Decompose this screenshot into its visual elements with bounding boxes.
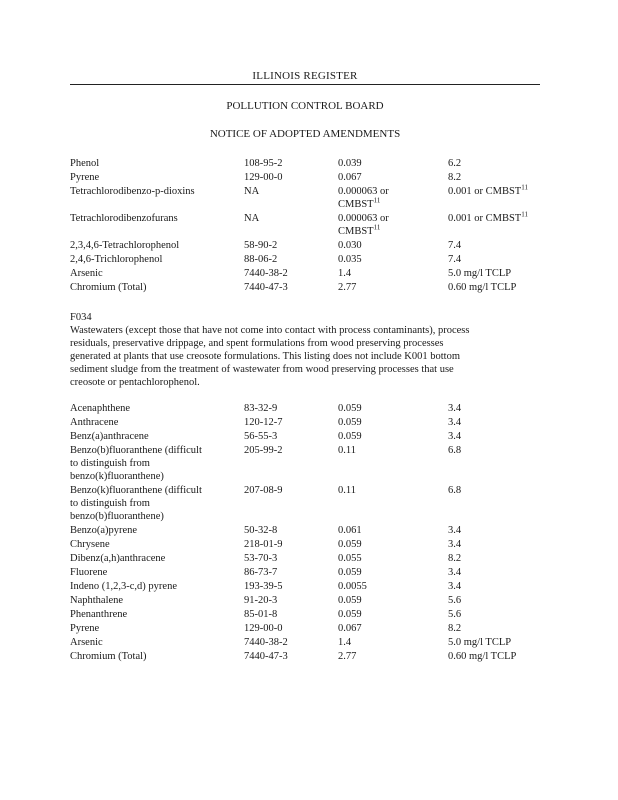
description-line: generated at plants that use creosote formulations. This listing does not include K001 bottom <box>70 351 460 362</box>
nonwastewater-standard-line: 8.2 <box>448 623 462 634</box>
nonwastewater-standard <box>448 524 558 537</box>
cas-number: 56-55-3 <box>244 431 278 442</box>
nonwastewater-standard-line: 3.4 <box>448 431 462 442</box>
wastewater-standard <box>338 239 448 252</box>
nonwastewater-standard-line: 6.8 <box>448 445 462 456</box>
constituent-table-1 <box>70 157 550 295</box>
wastewater-standard-line: 0.055 <box>338 553 362 564</box>
wastewater-standard-line: 0.059 <box>338 431 362 442</box>
constituent-name-line: Benzo(b)fluoranthene (difficult <box>70 445 202 456</box>
table-row <box>70 416 550 430</box>
constituent-name <box>70 650 235 663</box>
wastewater-standard-line: CMBST$^{11}$ <box>338 196 381 210</box>
nonwastewater-standard <box>448 538 558 551</box>
footnote-ref: 11 <box>521 183 528 192</box>
nonwastewater-standard-line: 7.4 <box>448 240 462 251</box>
constituent-name-line: Anthracene <box>70 417 119 428</box>
wastewater-standard-line: 0.067 <box>338 172 362 183</box>
nonwastewater-standard <box>448 622 558 635</box>
nonwastewater-standard <box>448 402 558 415</box>
nonwastewater-standard <box>448 281 558 294</box>
constituent-name <box>70 636 235 649</box>
cas-number: 193-39-5 <box>244 581 283 592</box>
cas-number: 7440-47-3 <box>244 651 288 662</box>
nonwastewater-standard <box>448 594 558 607</box>
constituent-name-line: Naphthalene <box>70 595 124 606</box>
wastewater-standard <box>338 267 448 280</box>
waste-code: F034 <box>70 312 92 323</box>
table-row <box>70 185 550 212</box>
table-row <box>70 430 550 444</box>
nonwastewater-standard <box>448 253 558 266</box>
table-row <box>70 212 550 239</box>
cas-number: 207-08-9 <box>244 485 283 496</box>
nonwastewater-standard-line: 3.4 <box>448 539 462 550</box>
cas-number: 50-32-8 <box>244 525 278 536</box>
constituent-name-line: 2,4,6-Trichlorophenol <box>70 254 163 265</box>
constituent-name-line: Phenol <box>70 158 100 169</box>
wastewater-standard <box>338 608 448 621</box>
wastewater-standard-line: 0.059 <box>338 595 362 606</box>
constituent-name-line: Acenaphthene <box>70 403 131 414</box>
description-line: Wastewaters (except those that have not come into contact with process contaminants), process <box>70 325 470 336</box>
wastewater-standard <box>338 430 448 443</box>
footnote-ref: 11 <box>521 210 528 219</box>
wastewater-standard <box>338 552 448 565</box>
wastewater-standard <box>338 444 448 457</box>
constituent-name <box>70 239 235 252</box>
constituent-name-line: Benzo(a)pyrene <box>70 525 138 536</box>
constituent-name <box>70 566 235 579</box>
cas-number: 108-95-2 <box>244 158 283 169</box>
constituent-name <box>70 484 235 523</box>
nonwastewater-standard-line: 7.4 <box>448 254 462 265</box>
nonwastewater-standard-line: 3.4 <box>448 525 462 536</box>
wastewater-standard-line: 0.067 <box>338 623 362 634</box>
table-row <box>70 622 550 636</box>
wastewater-standard-line: 1.4 <box>338 637 352 648</box>
wastewater-standard <box>338 566 448 579</box>
constituent-name-line: Arsenic <box>70 268 103 279</box>
constituent-name <box>70 594 235 607</box>
constituent-name-line: Chromium (Total) <box>70 282 147 293</box>
constituent-name <box>70 253 235 266</box>
nonwastewater-standard <box>448 212 558 225</box>
nonwastewater-standard-line: 0.001 or CMBST$^{11}$ <box>448 210 528 224</box>
wastewater-standard <box>338 594 448 607</box>
table-row <box>70 267 550 281</box>
table-row <box>70 484 550 524</box>
cas-number: 91-20-3 <box>244 595 278 606</box>
nonwastewater-standard-line: 5.6 <box>448 609 462 620</box>
nonwastewater-standard <box>448 157 558 170</box>
constituent-name <box>70 524 235 537</box>
nonwastewater-standard <box>448 636 558 649</box>
table-row <box>70 253 550 267</box>
cas-number: 218-01-9 <box>244 539 283 550</box>
cas-number: NA <box>244 213 260 224</box>
table-row <box>70 239 550 253</box>
wastewater-standard-line: 0.061 <box>338 525 362 536</box>
constituent-name-line: Pyrene <box>70 172 100 183</box>
nonwastewater-standard <box>448 239 558 252</box>
wastewater-standard-line: 0.000063 or <box>338 186 389 197</box>
constituent-name <box>70 580 235 593</box>
constituent-name-line: Benz(a)anthracene <box>70 431 149 442</box>
constituent-name-line: Indeno (1,2,3-c,d) pyrene <box>70 581 177 592</box>
constituent-name <box>70 538 235 551</box>
cas-number: 53-70-3 <box>244 553 278 564</box>
constituent-table-2 <box>70 402 550 664</box>
wastewater-standard-line: 2.77 <box>338 651 357 662</box>
constituent-name <box>70 608 235 621</box>
wastewater-standard-line: 2.77 <box>338 282 357 293</box>
wastewater-standard <box>338 484 448 497</box>
wastewater-standard-line: 0.059 <box>338 403 362 414</box>
nonwastewater-standard-line: 5.6 <box>448 595 462 606</box>
nonwastewater-standard-line: 3.4 <box>448 403 462 414</box>
nonwastewater-standard <box>448 484 558 497</box>
constituent-name <box>70 552 235 565</box>
constituent-name-line: Chrysene <box>70 539 110 550</box>
wastewater-standard-line: 1.4 <box>338 268 352 279</box>
constituent-name-line: Dibenz(a,h)anthracene <box>70 553 166 564</box>
nonwastewater-standard <box>448 608 558 621</box>
cas-number: 58-90-2 <box>244 240 278 251</box>
board-title: POLLUTION CONTROL BOARD <box>226 100 384 112</box>
nonwastewater-standard-line: 8.2 <box>448 553 462 564</box>
constituent-name-line: Tetrachlorodibenzo-p-dioxins <box>70 186 195 197</box>
wastewater-standard-line: 0.0055 <box>338 581 367 592</box>
nonwastewater-standard-line: 3.4 <box>448 417 462 428</box>
wastewater-standard-line: 0.030 <box>338 240 362 251</box>
constituent-name <box>70 430 235 443</box>
description-line: residuals, preservative drippage, and spent formulations from wood preserving processes <box>70 338 444 349</box>
constituent-name <box>70 171 235 184</box>
constituent-name-line: Fluorene <box>70 567 108 578</box>
wastewater-standard-line: 0.059 <box>338 609 362 620</box>
wastewater-standard-line: 0.039 <box>338 158 362 169</box>
table-row <box>70 538 550 552</box>
cas-number: 88-06-2 <box>244 254 278 265</box>
constituent-name <box>70 157 235 170</box>
register-title: ILLINOIS REGISTER <box>252 70 358 82</box>
cas-number: 205-99-2 <box>244 445 283 456</box>
cas-number: 85-01-8 <box>244 609 278 620</box>
table-row <box>70 552 550 566</box>
constituent-name-line: Pyrene <box>70 623 100 634</box>
constituent-name <box>70 281 235 294</box>
nonwastewater-standard-line: 0.001 or CMBST$^{11}$ <box>448 183 528 197</box>
constituent-name-line: Tetrachlorodibenzofurans <box>70 213 178 224</box>
wastewater-standard <box>338 253 448 266</box>
nonwastewater-standard-line: 8.2 <box>448 172 462 183</box>
table-row <box>70 594 550 608</box>
table-row <box>70 281 550 295</box>
constituent-name <box>70 444 235 483</box>
waste-description <box>70 324 550 389</box>
table-row <box>70 402 550 416</box>
notice-title: NOTICE OF ADOPTED AMENDMENTS <box>209 128 401 140</box>
nonwastewater-standard <box>448 267 558 280</box>
constituent-name-line: Chromium (Total) <box>70 651 147 662</box>
constituent-name-line: Arsenic <box>70 637 103 648</box>
wastewater-standard <box>338 157 448 170</box>
constituent-name <box>70 267 235 280</box>
wastewater-standard <box>338 416 448 429</box>
wastewater-standard <box>338 580 448 593</box>
wastewater-standard <box>338 524 448 537</box>
wastewater-standard <box>338 281 448 294</box>
cas-number: 120-12-7 <box>244 417 283 428</box>
nonwastewater-standard <box>448 185 558 198</box>
nonwastewater-standard-line: 3.4 <box>448 567 462 578</box>
wastewater-standard-line: 0.059 <box>338 539 362 550</box>
wastewater-standard-line: 0.059 <box>338 567 362 578</box>
constituent-name-line: 2,3,4,6-Tetrachlorophenol <box>70 240 180 251</box>
table-row <box>70 171 550 185</box>
wastewater-standard <box>338 402 448 415</box>
nonwastewater-standard-line: 0.60 mg/l TCLP <box>448 282 517 293</box>
wastewater-standard-line: 0.059 <box>338 417 362 428</box>
table-row <box>70 650 550 664</box>
table-row <box>70 566 550 580</box>
nonwastewater-standard-line: 0.60 mg/l TCLP <box>448 651 517 662</box>
nonwastewater-standard-line: 5.0 mg/l TCLP <box>448 268 512 279</box>
table-row <box>70 524 550 538</box>
wastewater-standard <box>338 212 448 238</box>
wastewater-standard <box>338 538 448 551</box>
constituent-name <box>70 402 235 415</box>
footnote-ref: 11 <box>373 223 381 232</box>
cas-number: 7440-47-3 <box>244 282 288 293</box>
constituent-name <box>70 212 235 225</box>
cas-number: 7440-38-2 <box>244 268 288 279</box>
description-line: sediment sludge from the treatment of wastewater from wood preserving processes that use <box>70 364 454 375</box>
footnote-ref: 11 <box>373 196 381 205</box>
wastewater-standard-line: 0.11 <box>338 445 356 456</box>
constituent-name <box>70 416 235 429</box>
constituent-name-line: benzo(k)fluoranthene) <box>70 471 164 482</box>
nonwastewater-standard <box>448 171 558 184</box>
constituent-name-line: to distinguish from <box>70 458 150 469</box>
table-row <box>70 608 550 622</box>
cas-number: 7440-38-2 <box>244 637 288 648</box>
constituent-name-line: Benzo(k)fluoranthene (difficult <box>70 485 202 496</box>
nonwastewater-standard <box>448 416 558 429</box>
wastewater-standard <box>338 622 448 635</box>
table-row <box>70 636 550 650</box>
cas-number: 83-32-9 <box>244 403 278 414</box>
nonwastewater-standard <box>448 580 558 593</box>
cas-number: 86-73-7 <box>244 567 278 578</box>
nonwastewater-standard-line: 6.8 <box>448 485 462 496</box>
wastewater-standard-line: CMBST$^{11}$ <box>338 223 381 237</box>
cas-number: 129-00-0 <box>244 623 283 634</box>
nonwastewater-standard-line: 5.0 mg/l TCLP <box>448 637 512 648</box>
constituent-name-line: Phenanthrene <box>70 609 128 620</box>
constituent-name-line: benzo(b)fluoranthene) <box>70 511 164 522</box>
table-row <box>70 580 550 594</box>
wastewater-standard-line: 0.11 <box>338 485 356 496</box>
nonwastewater-standard-line: 6.2 <box>448 158 462 169</box>
wastewater-standard-line: 0.035 <box>338 254 362 265</box>
nonwastewater-standard-line: 3.4 <box>448 581 462 592</box>
wastewater-standard <box>338 650 448 663</box>
wastewater-standard <box>338 636 448 649</box>
table-row <box>70 157 550 171</box>
wastewater-standard <box>338 185 448 211</box>
constituent-name <box>70 622 235 635</box>
nonwastewater-standard <box>448 444 558 457</box>
cas-number: NA <box>244 186 260 197</box>
nonwastewater-standard <box>448 566 558 579</box>
constituent-name-line: to distinguish from <box>70 498 150 509</box>
header-rule <box>70 84 540 85</box>
constituent-name <box>70 185 235 198</box>
cas-number: 129-00-0 <box>244 172 283 183</box>
nonwastewater-standard <box>448 552 558 565</box>
table-row <box>70 444 550 484</box>
description-line: creosote or pentachlorophenol. <box>70 377 200 388</box>
wastewater-standard-line: 0.000063 or <box>338 213 389 224</box>
nonwastewater-standard <box>448 650 558 663</box>
nonwastewater-standard <box>448 430 558 443</box>
wastewater-standard <box>338 171 448 184</box>
